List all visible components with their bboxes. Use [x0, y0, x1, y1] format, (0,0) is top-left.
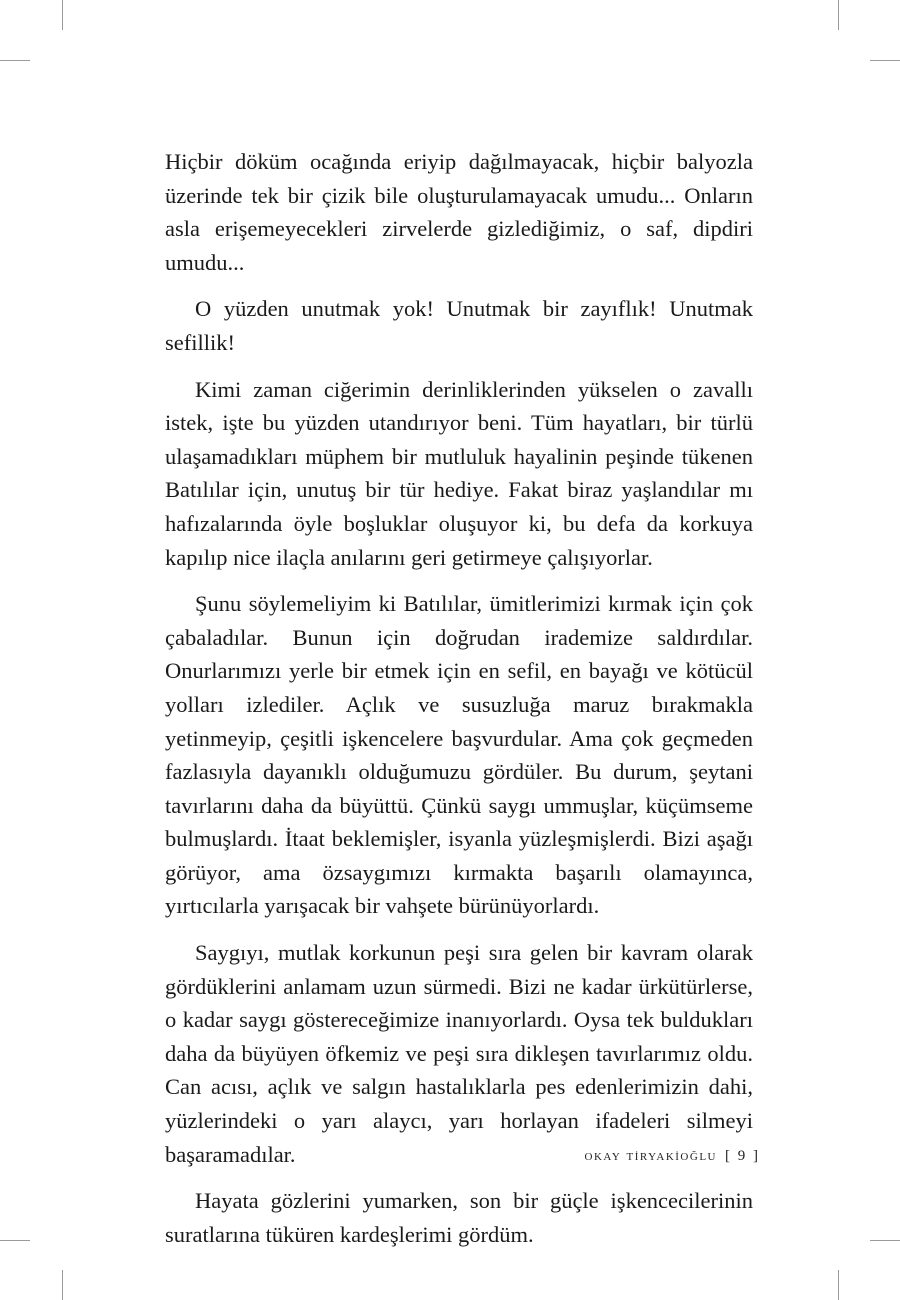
crop-mark-bottom-left — [62, 1270, 63, 1300]
paragraph-5: Saygıyı, mutlak korkunun peşi sıra gelen bir kavram olarak gördüklerini anlamam uzun sürmedi. Bizi ne kadar ürkütürlerse, o kadar saygı göstereceğimize inanıyorlardı. Oysa tek buldukları daha da büyüyen öfkemiz ve peşi sıra dikleşen tavırlarımız oldu. Can acısı, açlık ve salgın hastalıklarla pes edenlerimizin dahi, yüzlerindeki o yarı alaycı, yarı horlayan ifadeleri silmeyi başaramadılar. — [165, 940, 753, 1167]
crop-mark-right-top — [870, 60, 900, 61]
crop-mark-left-top — [0, 60, 30, 61]
running-footer-author: okay ti̇ryaki̇oğlu — [584, 1148, 717, 1164]
page-number: [ 9 ] — [725, 1148, 760, 1164]
crop-mark-bottom-right — [838, 1270, 839, 1300]
paragraph-3: Kimi zaman ciğerimin derinliklerinden yükselen o zavallı istek, işte bu yüzden utandırıyor beni. Tüm hayatları, bir türlü ulaşamadıkları müphem bir mutluluk hayalinin peşinde tükenen Batılılar için, unutuş bir tür hediye. Fakat biraz yaşlandılar mı hafızalarında öyle boşluklar oluşuyor ki, bu defa da korkuya kapılıp nice ilaçla anılarını geri getirmeye çalışıyorlar. — [165, 376, 753, 570]
crop-mark-left-bottom — [0, 1240, 30, 1241]
crop-mark-top-left — [62, 0, 63, 30]
paragraph-6: Hayata gözlerini yumarken, son bir güçle işkencecilerinin suratlarına tüküren kardeşlerimi gördüm. — [165, 1188, 753, 1247]
body-text — [165, 145, 753, 1264]
page-footer — [585, 1148, 760, 1165]
paragraph-2: O yüzden unutmak yok! Unutmak bir zayıflık! Unutmak sefillik! — [165, 296, 753, 355]
paragraph-1: Hiçbir döküm ocağında eriyip dağılmayacak, hiçbir balyozla üzerinde tek bir çizik bile oluşturulamayacak umudu... Onların asla erişemeyecekleri zirvelerde gizlediğimiz, o saf, dipdiri umudu... — [165, 149, 753, 275]
crop-mark-top-right — [838, 0, 839, 30]
paragraph-4: Şunu söylemeliyim ki Batılılar, ümitlerimizi kırmak için çok çabaladılar. Bunun için doğrudan irademize saldırdılar. Onurlarımızı yerle bir etmek için en sefil, en bayağı ve kötücül yolları izlediler. Açlık ve susuzluğa maruz bırakmakla yetinmeyip, çeşitli işkencelere başvurdular. Ama çok geçmeden fazlasıyla dayanıklı olduğumuzu gördüler. Bu durum, şeytani tavırlarını daha da büyüttü. Çünkü saygı ummuşlar, küçümseme bulmuşlardı. İtaat beklemişler, isyanla yüzleşmişlerdi. Bizi aşağı görüyor, ama özsaygımızı kırmakta başarılı olamayınca, yırtıcılarla yarışacak bir vahşete bürünüyorlardı. — [165, 591, 753, 919]
crop-mark-right-bottom — [870, 1240, 900, 1241]
